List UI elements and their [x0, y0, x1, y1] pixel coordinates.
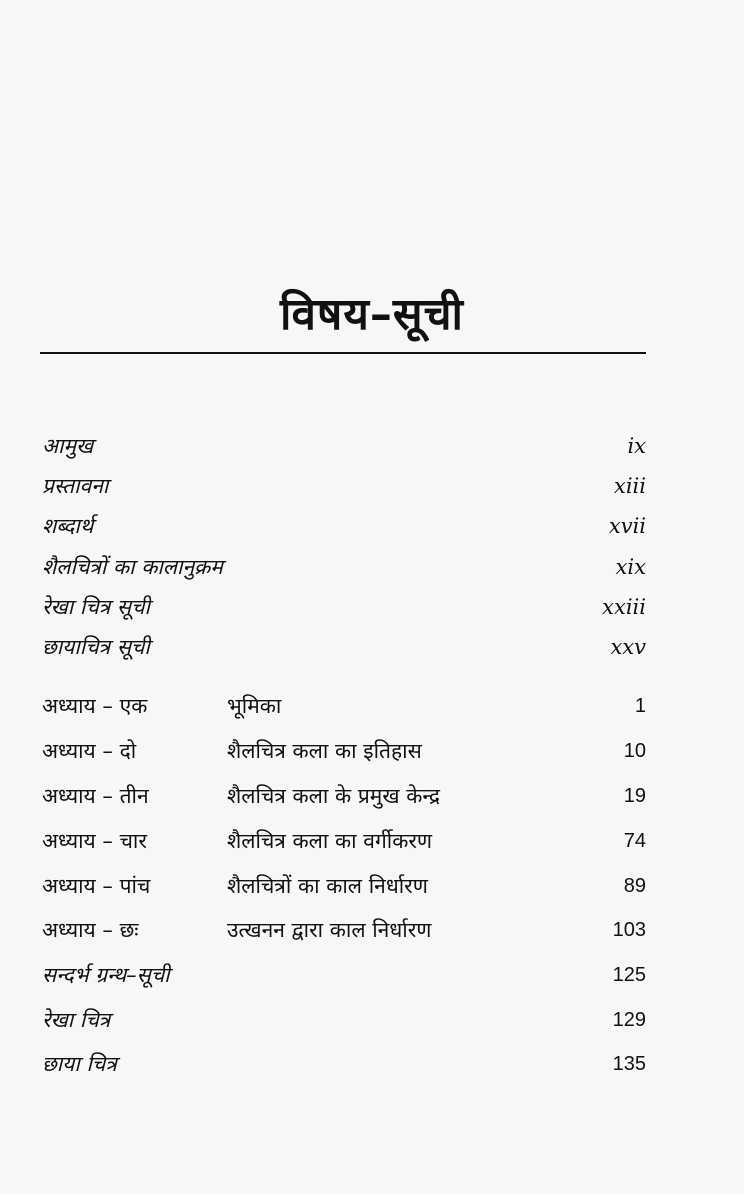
- chapter-label: अध्याय – एक: [42, 694, 148, 718]
- toc-entry-page: 1: [634, 695, 646, 717]
- toc-entry-page: 10: [623, 740, 646, 762]
- toc-entry-front-matter: [42, 509, 646, 543]
- toc-entry-page: xxv: [610, 635, 646, 659]
- toc-entry-page: xvii: [608, 514, 646, 538]
- toc-entry-chapter: [42, 734, 646, 768]
- toc-entry-page: 103: [612, 919, 646, 941]
- toc-entry-page: 125: [612, 964, 646, 986]
- toc-entry-page: xxiii: [602, 595, 646, 619]
- toc-entry-back-matter: [42, 1003, 646, 1037]
- toc-entry-label: शैलचित्रों का कालानुक्रम: [42, 555, 223, 579]
- chapter-label: अध्याय – छः: [42, 918, 139, 942]
- toc-entry-chapter: [42, 913, 646, 947]
- toc-entry-label: छायाचित्र सूची: [42, 635, 150, 659]
- title-divider: [40, 352, 646, 354]
- toc-entry-page: 129: [612, 1009, 646, 1031]
- toc-entry-label: रेखा चित्र सूची: [42, 595, 150, 619]
- toc-entry-label: आमुख: [42, 434, 94, 458]
- chapter-topic: शैलचित्र कला का इतिहास: [227, 739, 422, 763]
- toc-entry-chapter: [42, 779, 646, 813]
- toc-entry-page: xiii: [614, 474, 646, 498]
- chapter-label: अध्याय – दो: [42, 739, 137, 763]
- toc-entry-label: छाया चित्र: [42, 1052, 117, 1076]
- chapter-topic: भूमिका: [227, 694, 282, 718]
- toc-entry-front-matter: [42, 630, 646, 664]
- toc-entry-back-matter: [42, 958, 646, 992]
- toc-entry-label: शब्दार्थ: [42, 514, 94, 538]
- toc-entry-front-matter: [42, 469, 646, 503]
- chapter-label: अध्याय – चार: [42, 829, 147, 853]
- toc-entry-back-matter: [42, 1047, 646, 1081]
- chapter-topic: शैलचित्र कला का वर्गीकरण: [227, 829, 433, 853]
- toc-entry-front-matter: [42, 429, 646, 463]
- toc-entry-chapter: [42, 869, 646, 903]
- toc-entry-page: ix: [627, 434, 646, 458]
- toc-entry-chapter: [42, 824, 646, 858]
- toc-entry-label: सन्दर्भ ग्रन्थ–सूची: [42, 963, 170, 987]
- toc-entry-page: xix: [615, 555, 646, 579]
- chapter-topic: उत्खनन द्वारा काल निर्धारण: [227, 918, 432, 942]
- toc-entry-front-matter: [42, 550, 646, 584]
- page-title: विषय–सूची: [280, 289, 464, 340]
- toc-entry-chapter: [42, 689, 646, 723]
- chapter-label: अध्याय – तीन: [42, 784, 149, 808]
- chapter-label: अध्याय – पांच: [42, 874, 151, 898]
- toc-entry-front-matter: [42, 590, 646, 624]
- toc-entry-page: 74: [623, 830, 646, 852]
- toc-entry-page: 19: [623, 785, 646, 807]
- toc-entry-label: रेखा चित्र: [42, 1008, 111, 1032]
- toc-entry-page: 89: [623, 875, 646, 897]
- chapter-topic: शैलचित्रों का काल निर्धारण: [227, 874, 428, 898]
- chapter-topic: शैलचित्र कला के प्रमुख केन्द्र: [227, 784, 440, 808]
- toc-entry-label: प्रस्तावना: [42, 474, 109, 498]
- toc-entry-page: 135: [612, 1053, 646, 1075]
